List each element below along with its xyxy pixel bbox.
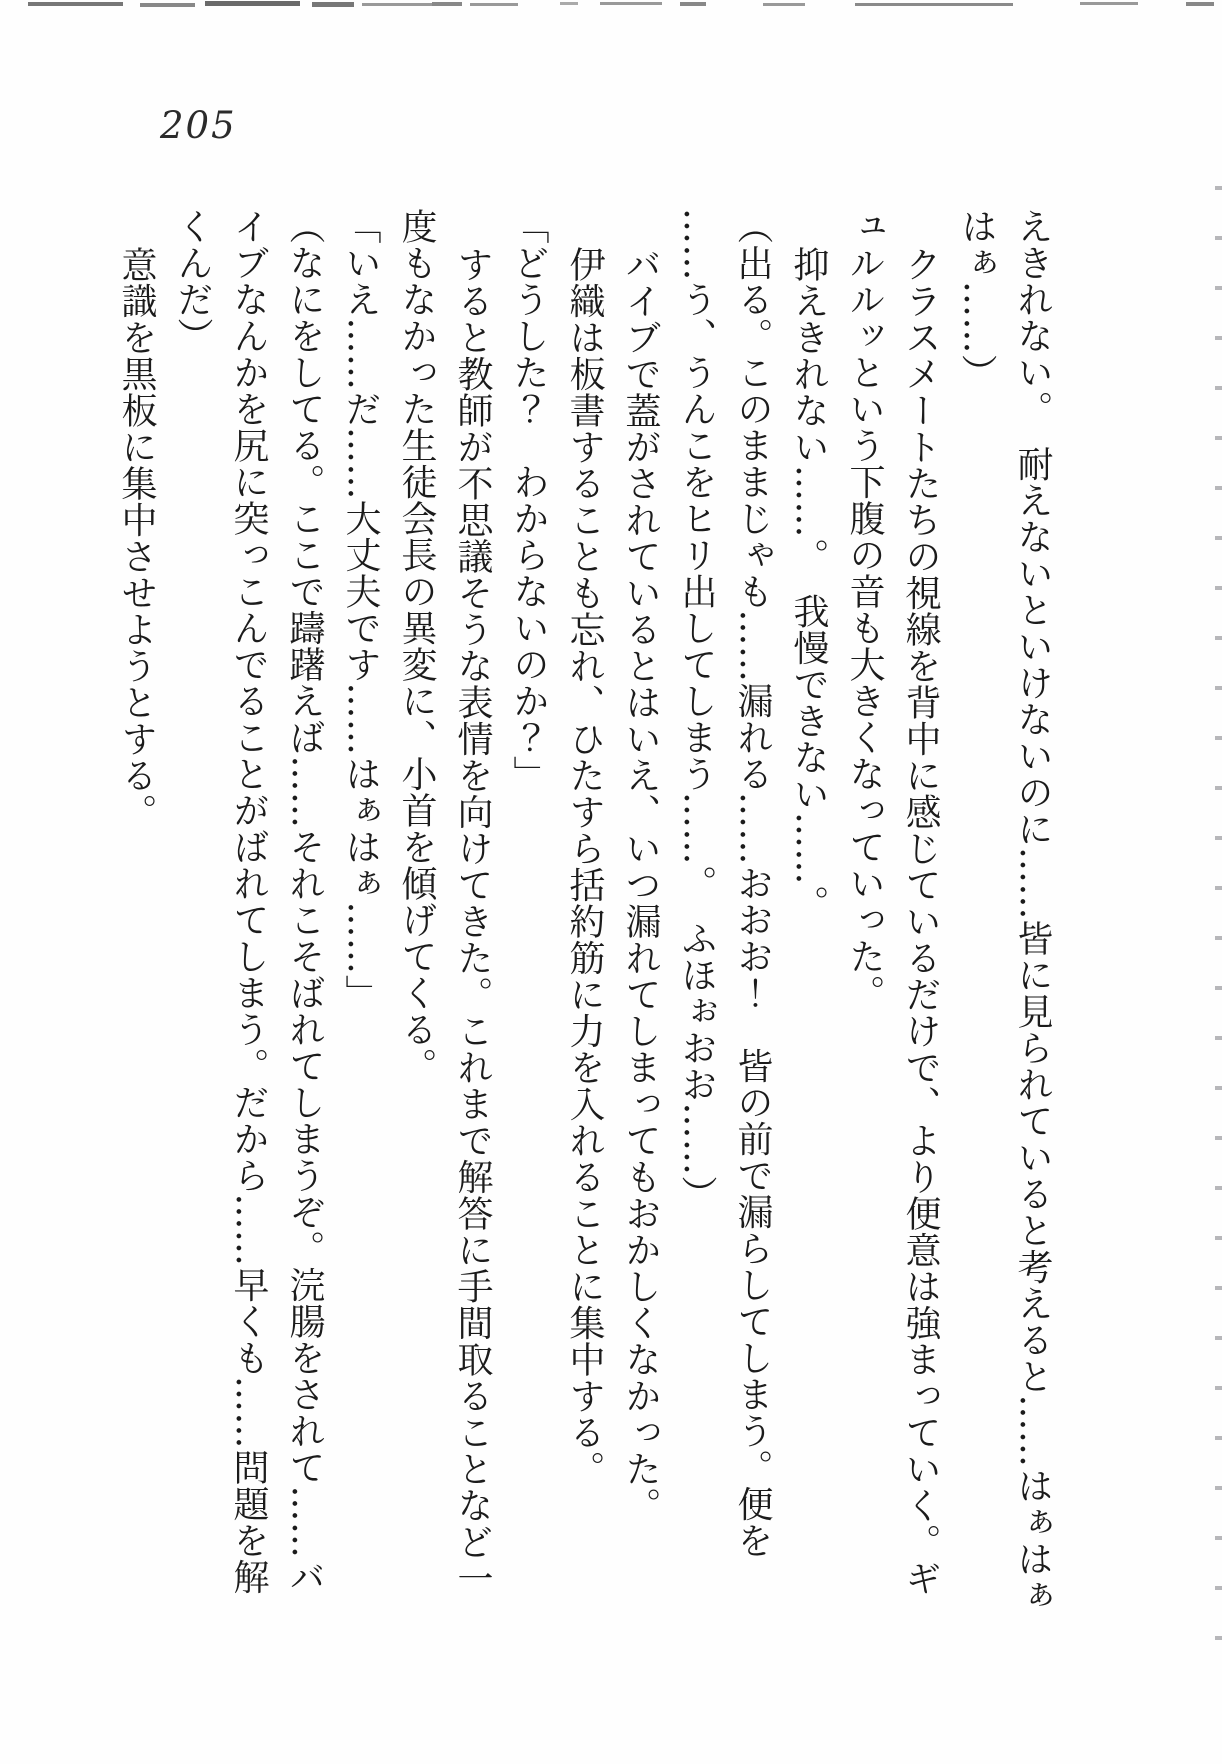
text-column: 意識を黒板に集中させようとする。	[116, 246, 157, 830]
text-column: すると教師が不思議そうな表情を向けてきた。これまで解答に手間取ることなど一	[452, 246, 493, 1597]
text-column: （出る。このままじゃも……漏れる……おおお！ 皆の前で漏らしてしまう。便を	[732, 208, 773, 1559]
text-column: ュルルッという下腹の音も大きくなっていった。	[844, 208, 885, 1011]
novel-text-block	[108, 208, 1060, 1614]
text-column: 「どうした？ わからないのか？」	[508, 208, 549, 792]
scan-artifact-right-edge	[1215, 186, 1222, 1646]
text-column: ……う、うんこをヒリ出してしまう……。 ふほぉおお……）	[676, 208, 717, 1212]
text-column: 「いえ……だ……大丈夫です……はぁはぁ……」	[340, 208, 381, 1011]
text-column: バイブで蓋がされているとはいえ、いつ漏れてしまってもおかしくなかった。	[620, 246, 661, 1524]
text-column: くんだ）	[172, 208, 213, 354]
text-column: 抑えきれない……。 我慢できない……。	[788, 246, 829, 922]
page-number: 205	[160, 104, 237, 147]
scan-artifact-top-edge	[0, 0, 1222, 12]
text-column: 度もなかった生徒会長の異変に、小首を傾げてくる。	[396, 208, 437, 1084]
text-column: イブなんかを尻に突っこんでることがばれてしまう。だから……早くも……問題を解	[228, 208, 269, 1595]
text-column: 伊織は板書することも忘れ、ひたすら括約筋に力を入れることに集中する。	[564, 246, 605, 1487]
text-column: えきれない。 耐えないといけないのに……皆に見られていると考えると……はぁはぁ	[1012, 208, 1053, 1614]
text-column: はぁ……）	[956, 208, 997, 391]
text-column: クラスメートたちの視線を背中に感じているだけで、より便意は強まっていく。ギ	[900, 246, 941, 1597]
text-column: （なにをしてる。ここで躊躇えば……それこそばれてしまうぞ。浣腸をされて……バ	[284, 208, 325, 1595]
